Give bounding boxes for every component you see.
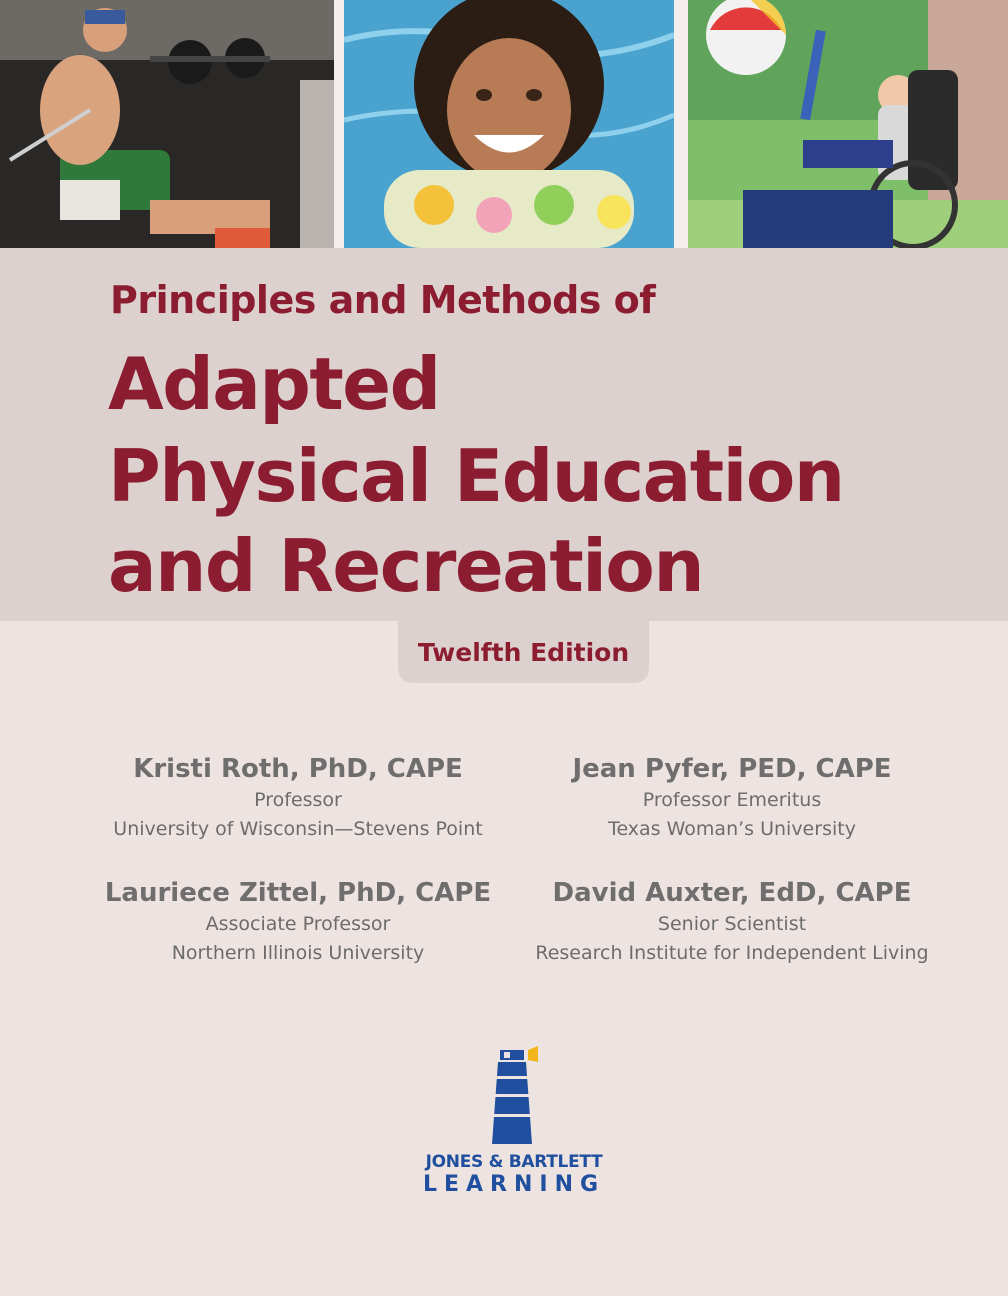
book-title-line-1: Adapted (108, 342, 440, 426)
lighthouse-icon (484, 1046, 544, 1146)
publisher-name-line-2: LEARNING (422, 1172, 606, 1197)
author-name: Lauriece Zittel, PhD, CAPE (104, 878, 492, 908)
author-block (522, 752, 942, 844)
author-role: Senior Scientist (657, 913, 807, 935)
cover-photo-strip (0, 0, 1008, 248)
author-institution: Northern Illinois University (171, 942, 425, 964)
author-name: Jean Pyfer, PED, CAPE (572, 754, 892, 784)
publisher-name-line-1: JONES & BARTLETT (425, 1152, 603, 1172)
author-block (88, 752, 508, 844)
book-title-line-2: Physical Education (108, 434, 844, 518)
author-block (522, 876, 942, 968)
author-name: Kristi Roth, PhD, CAPE (133, 754, 463, 784)
edition-tab (398, 621, 649, 683)
publisher-logo (404, 1046, 624, 1197)
author-role: Associate Professor (205, 913, 391, 935)
author-institution: Research Institute for Independent Living (535, 942, 929, 964)
photo-rowing-athlete (0, 0, 334, 248)
author-block (88, 876, 508, 968)
author-institution: University of Wisconsin—Stevens Point (113, 818, 483, 840)
book-title-line-3: and Recreation (108, 524, 704, 608)
author-role: Professor Emeritus (642, 789, 822, 811)
book-title-prefix: Principles and Methods of (110, 278, 656, 322)
author-name: David Auxter, EdD, CAPE (552, 878, 912, 908)
author-role: Professor (254, 789, 342, 811)
edition-label: Twelfth Edition (417, 637, 630, 667)
author-institution: Texas Woman’s University (608, 818, 856, 840)
photo-wheelchair-baseball (688, 0, 1008, 248)
photo-swimming-child (344, 0, 674, 248)
